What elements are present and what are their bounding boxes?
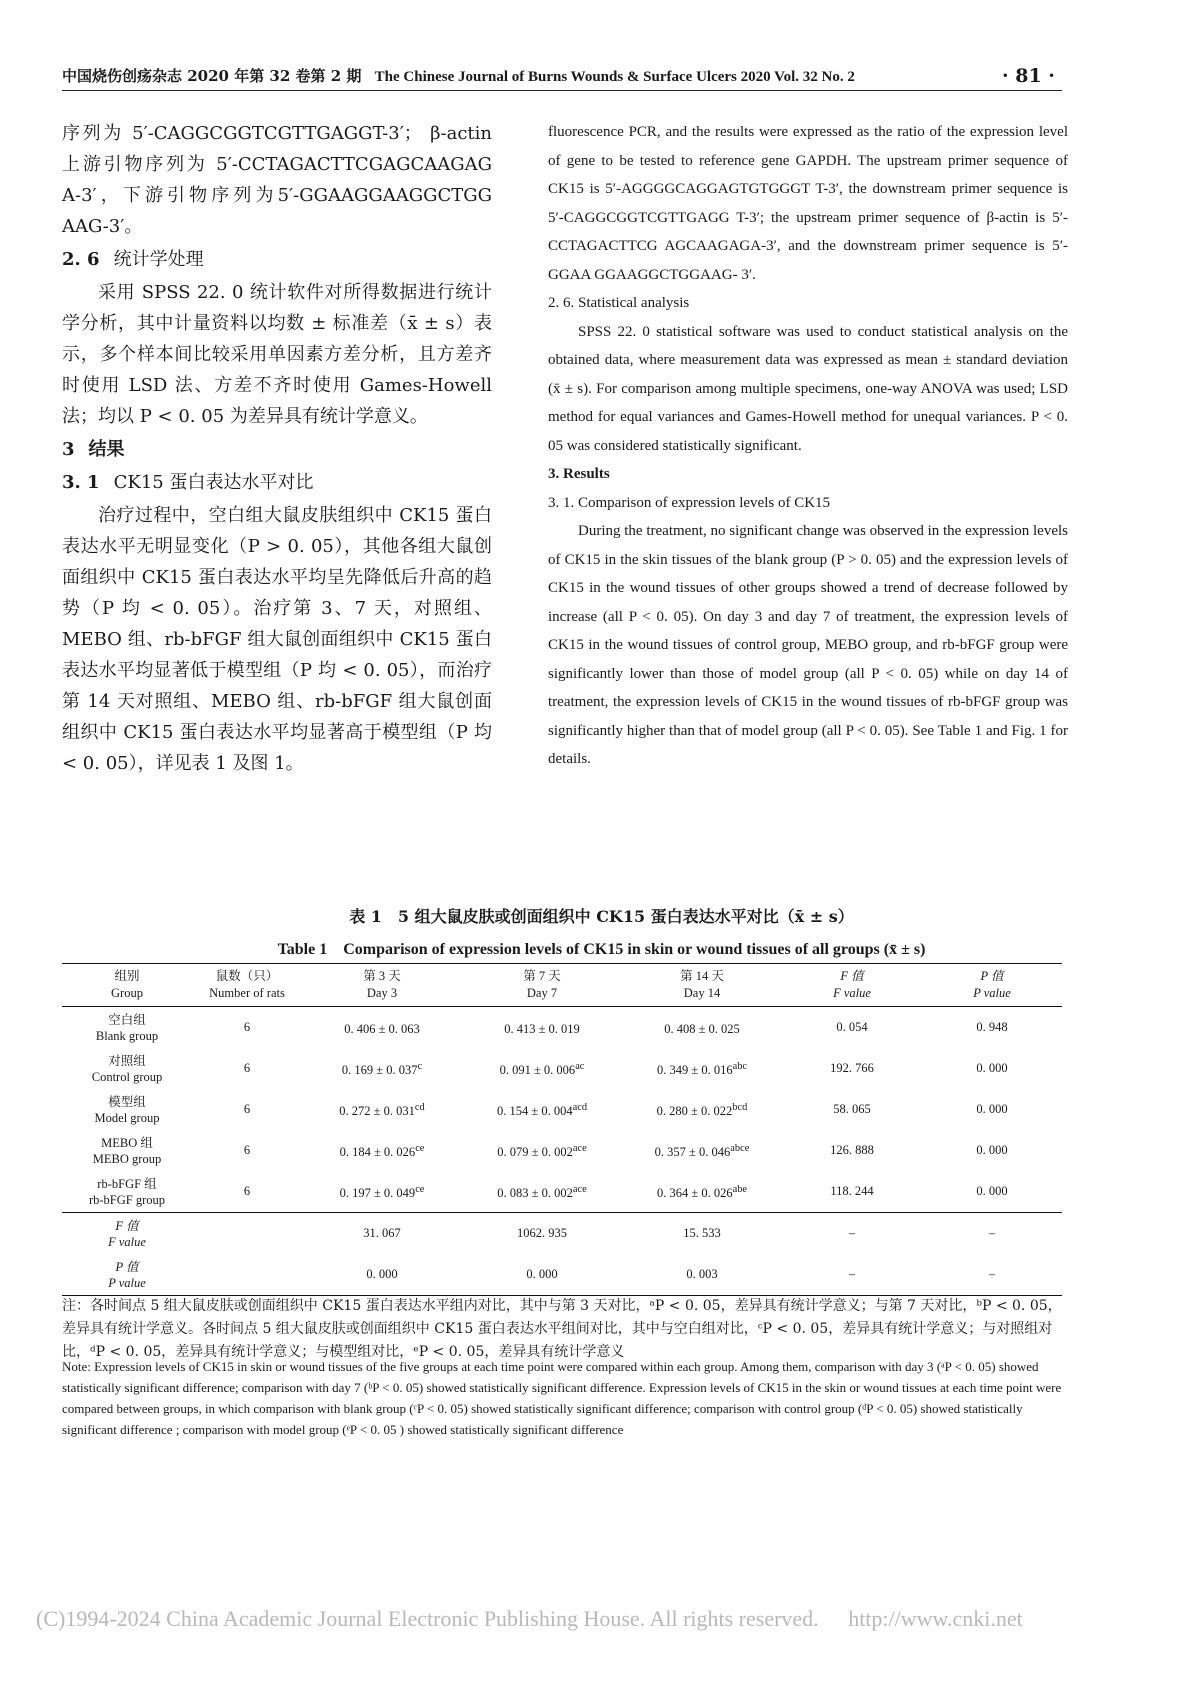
group-cell: 模型组 Model group [94,1094,160,1125]
copyright-footer [36,1606,1176,1632]
table-row [62,1089,1062,1130]
day7-cell: 0. 083 ± 0. $002^{ace}$ [497,1183,587,1201]
column-header-p: P 值 P value [922,964,1062,1007]
day7-f-cell: 1062. 935 [462,1213,622,1255]
day3-f-cell: 31. 067 [302,1213,462,1255]
section-title: 结果 [88,439,125,460]
section-2-6-heading-cn [62,244,492,275]
rats-cell: 6 [243,1020,251,1034]
f-dash-cell: – [782,1213,922,1255]
day14-f-cell: 15. 533 [622,1213,782,1255]
table-header-row [62,964,1062,1007]
section-number: 3 [62,439,75,460]
day14-cell: 0. 280 ± 0. $022^{bcd}$ [656,1101,748,1119]
primer-sequence-paragraph-cn: 序列为 5′-CAGGCGGTCGTTGAGGT-3′； β-actin 上游引物序列为 5′-CCTAGACTTCGAGCAAGAG A-3′，下游引物序列为5′-GGAAGGAAGGCTGG AAG-3′。 [62,123,492,237]
group-cell: rb-bFGF 组 rb-bFGF group [88,1176,166,1207]
day3-cell: 0. 169 ± 0. 037$^c$ [341,1060,423,1078]
ck15-expression-table [62,963,1062,1296]
f-value-cell: 192. 766 [830,1061,874,1075]
column-header-group: 组别 Group [62,964,192,1007]
p-value-row [62,1254,1062,1296]
f-value-cell: 118. 244 [830,1184,874,1198]
column-header-day14: 第 14 天 Day 14 [622,964,782,1007]
f-value-cell: 126. 888 [830,1143,874,1157]
section-3-1-heading-en: 3. 1. Comparison of expression levels of CK15 [548,494,831,511]
day7-cell: 0. 079 ± 0. $002^{ace}$ [497,1142,587,1160]
section-number: 2. 6 [62,249,100,270]
section-3-heading-cn [62,434,492,465]
table-note-en: Note: Expression levels of CK15 in skin or wound tissues of the five groups at each time point were compared within each group. Among them, comparison with day 3 (ᵃP < 0. 05) showed statistically significant difference; comparison with day 7 (ᵇP < 0. 05) showed statistically significant difference. Expression levels of CK15 in the skin or wound tissues at each time point were compared between groups, in which comparison with blank group (ᶜP < 0. 05) showed statistically significant difference; comparison with control group (ᵈP < 0. 05) showed statistically significant difference ; comparison with model group (ᵉP < 0. 05 ) showed statistically significant difference [62,1359,1062,1437]
day7-cell: 0. 413 ± 0. 019 [504,1022,580,1037]
table-row [62,1171,1062,1213]
day3-cell: 0. 184 ± 0. $026^{ce}$ [339,1142,425,1160]
empty-cell [192,1254,302,1296]
journal-title-en: The Chinese Journal of Burns Wounds & Surface Ulcers 2020 Vol. 32 No. 2 [374,69,855,85]
p-dash-cell: – [922,1254,1062,1296]
section-3-1-heading-cn [62,467,492,498]
day14-cell: 0. 349 ± 0. $016^{abc}$ [656,1060,748,1078]
day14-p-cell: 0. 003 [622,1254,782,1296]
copyright-text: (C)1994-2024 China Academic Journal Electronic Publishing House. All rights reserved. [36,1606,819,1631]
group-cell: 空白组 Blank group [95,1012,159,1043]
group-cell: MEBO 组 MEBO group [92,1135,162,1166]
rats-cell: 6 [243,1143,251,1157]
rats-cell: 6 [243,1102,251,1116]
row-label-p: P 值 P value [62,1254,192,1296]
empty-cell [192,1213,302,1255]
p-value-cell: 0. 000 [976,1143,1008,1157]
header-rule [62,90,1062,91]
table-row [62,1130,1062,1171]
footer-url: http://www.cnki.net [848,1606,1023,1631]
column-header-rats: 鼠数（只） Number of rats [192,964,302,1007]
section-3-heading-en: 3. Results [548,466,610,482]
group-cell: 对照组 Control group [91,1053,163,1084]
results-paragraph-cn: 治疗过程中，空白组大鼠皮肤组织中 CK15 蛋白表达水平无明显变化（P > 0. 05），其他各组大鼠创面组织中 CK15 蛋白表达水平均呈先降低后升高的趋势（P 均 < 0. 05）。治疗第 3、7 天，对照组、MEBO 组、rb-bFGF 组大鼠创面组织中 CK15 蛋白表达水平均显著低于模型组（P 均 < 0. 05），而治疗第 14 天对照组、MEBO 组、rb-bFGF 组大鼠创面组织中 CK15 蛋白表达水平均显著高于模型组（P 均 < 0. 05），详见表 1 及图 1。 [62,505,492,774]
column-header-day3: 第 3 天 Day 3 [302,964,462,1007]
day3-cell: 0. 197 ± 0. $049^{ce}$ [339,1183,425,1201]
right-column-en [548,118,1068,774]
table-row [62,1048,1062,1089]
section-number: 3. 1 [62,472,100,493]
day14-cell: 0. 364 ± 0. $026^{abe}$ [656,1183,748,1201]
p-value-cell: 0. 000 [976,1102,1008,1116]
journal-title-cn: 中国烧伤创疡杂志 2020 年第 32 卷第 2 期 [62,67,362,85]
section-title: 统计学处理 [113,249,204,270]
day7-cell: 0. 091 ± 0. $006^{ac}$ [499,1060,585,1078]
day14-cell: 0. 357 ± 0. $046^{abce}$ [654,1142,750,1160]
section-title: CK15 蛋白表达水平对比 [113,472,314,493]
p-value-cell: 0. 948 [976,1020,1008,1034]
table-caption-cn: 表 1 5 组大鼠皮肤或创面组织中 CK15 蛋白表达水平对比（x̄ ± s） [349,907,854,926]
f-dash-cell: – [782,1254,922,1296]
row-label-f: F 值 F value [62,1213,192,1255]
column-header-f: F 值 F value [782,964,922,1007]
table-caption-en: Table 1 Comparison of expression levels of CK15 in skin or wound tissues of all groups (x̄ ± s) [277,941,926,958]
table-row [62,1007,1062,1049]
f-value-cell: 58. 065 [833,1102,871,1116]
day3-p-cell: 0. 000 [302,1254,462,1296]
p-value-cell: 0. 000 [976,1184,1008,1198]
day14-cell: 0. 408 ± 0. 025 [664,1022,740,1037]
p-dash-cell: – [922,1213,1062,1255]
rats-cell: 6 [243,1061,251,1075]
results-paragraph-en: During the treatment, no significant change was observed in the expression levels of CK15 in the skin tissues of the blank group (P > 0. 05) and the expression levels of CK15 in the wound tissues of other groups showed a trend of decrease followed by increase (all P < 0. 05). On day 3 and day 7 of treatment, the expression levels of CK15 in the wound tissues of control group, MEBO group, and rb-bFGF group were significantly lower than those of model group (all P < 0. 05) while on day 14 of treatment, the expression levels of CK15 in the wound tissues of rb-bFGF group was significantly higher than that of model group (all P < 0. 05). See Table 1 and Fig. 1 for details. [548,523,1068,767]
statistics-paragraph-en: SPSS 22. 0 statistical software was used to conduct statistical analysis on the obtained data, where measurement data was expressed as mean ± standard deviation (x̄ ± s). For comparison among multiple specimens, one-way ANOVA was used; LSD method for equal variances and Games-Howell method for unequal variances. P < 0. 05 was considered statistically significant. [548,323,1068,454]
column-header-day7: 第 7 天 Day 7 [462,964,622,1007]
page-number: · 81 · [1002,65,1055,87]
day3-cell: 0. 406 ± 0. 063 [344,1022,420,1037]
section-2-6-heading-en: 2. 6. Statistical analysis [548,295,690,311]
p-value-cell: 0. 000 [976,1061,1008,1075]
f-value-cell: 0. 054 [836,1020,868,1034]
day7-cell: 0. 154 ± 0. $004^{acd}$ [496,1101,588,1119]
statistics-paragraph-cn: 采用 SPSS 22. 0 统计软件对所得数据进行统计学分析，其中计量资料以均数 ± 标准差（x̄ ± s）表示，多个样本间比较采用单因素方差分析，且方差齐时使用 LSD 法、方差不齐时使用 Games-Howell 法；均以 P < 0. 05 为差异具有统计学意义。 [62,282,492,427]
f-value-row [62,1213,1062,1255]
day7-p-cell: 0. 000 [462,1254,622,1296]
primer-sequence-paragraph-en: fluorescence PCR, and the results were expressed as the ratio of the expression level of gene to be tested to reference gene GAPDH. The upstream primer sequence of CK15 is 5′-AGGGGCAGGAGTGTGGGT T-3′, the downstream primer sequence is 5′-CAGGCGGTCGTTGAGG T-3′; the upstream primer sequence of β-actin is 5′-CCTAGACTTCG AGCAAGAGA-3′, and the downstream primer sequence is 5′-GGAA GGAAGGCTGGAAG- 3′. [548,124,1068,283]
left-column-cn [62,118,492,779]
rats-cell: 6 [243,1184,251,1198]
running-header [62,64,1062,88]
table-note-cn: 注：各时间点 5 组大鼠皮肤或创面组织中 CK15 蛋白表达水平组内对比，其中与第 3 天对比，ᵃP < 0. 05，差异具有统计学意义；与第 7 天对比，ᵇP < 0. 05，差异具有统计学意义。各时间点 5 组大鼠皮肤或创面组织中 CK15 蛋白表达水平组间对比，其中与空白组对比，ᶜP < 0. 05，差异具有统计学意义；与对照组对比，ᵈP < 0. 05，差异具有统计学意义；与模型组对比，ᵉP < 0. 05，差异具有统计学意义 [62,1298,1062,1360]
day3-cell: 0. 272 ± 0. $031^{cd}$ [339,1101,425,1119]
